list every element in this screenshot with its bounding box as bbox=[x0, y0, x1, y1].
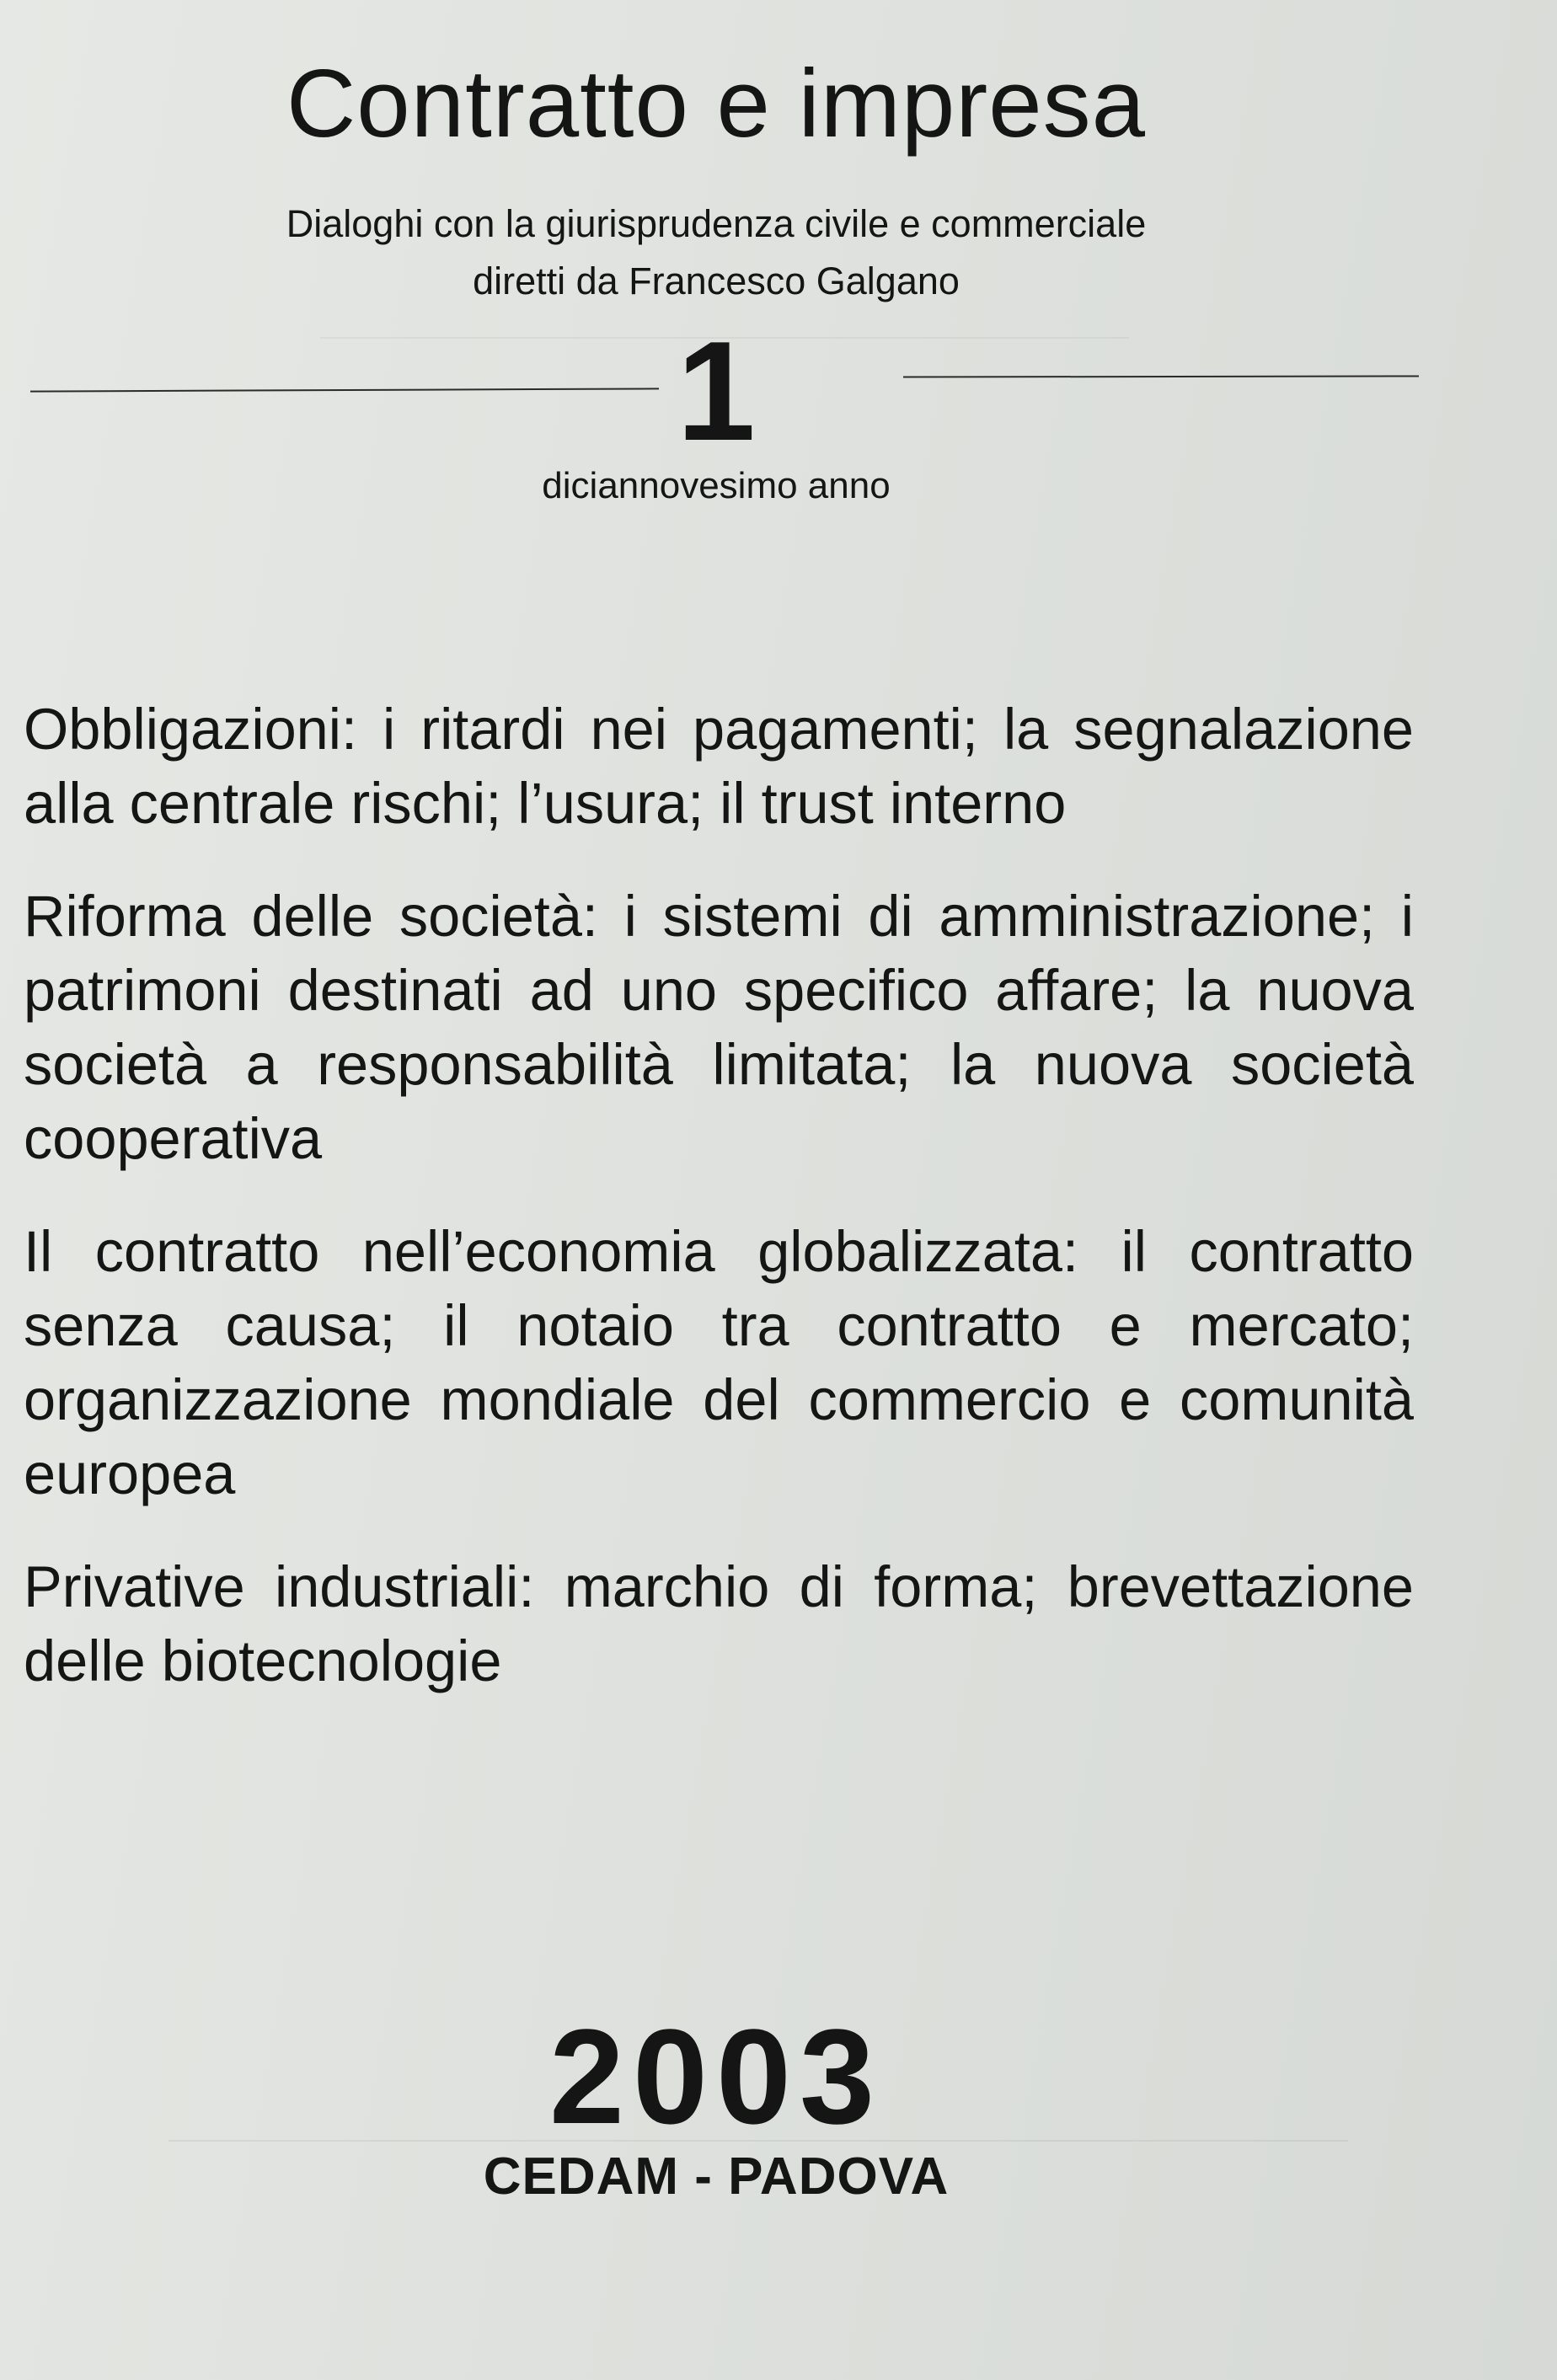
topic-obbligazioni: Obbligazioni: i ritardi nei pagamenti; la segnalazione alla centrale rischi; l’usura; il trust interno bbox=[24, 697, 1414, 836]
publication-year: 2003 bbox=[549, 2001, 883, 2152]
publisher: CEDAM - PADOVA bbox=[483, 2147, 950, 2206]
issue-number: 1 bbox=[677, 312, 756, 470]
journal-editor: diretti da Francesco Galgano bbox=[473, 259, 960, 302]
journal-subtitle: Dialoghi con la giurisprudenza civile e commerciale bbox=[286, 202, 1147, 245]
volume-year-label: diciannovesimo anno bbox=[542, 465, 891, 506]
topic-contratto-economia: Il contratto nell’economia globalizzata: il contratto senza causa; il notaio tra contratto e mercato; organizzazione mondiale del commercio e comunità europea bbox=[24, 1219, 1414, 1506]
journal-title: Contratto e impresa bbox=[286, 51, 1147, 158]
topic-privative-industriali: Privative industriali: marchio di forma; brevettazione delle biotecnologie bbox=[24, 1554, 1414, 1693]
topic-riforma-societa: Riforma delle società: i sistemi di amministrazione; i patrimoni destinati ad uno specifico affare; la nuova società a responsabilità limitata; la nuova società cooperativa bbox=[24, 884, 1414, 1171]
topics-list bbox=[24, 693, 1414, 1737]
